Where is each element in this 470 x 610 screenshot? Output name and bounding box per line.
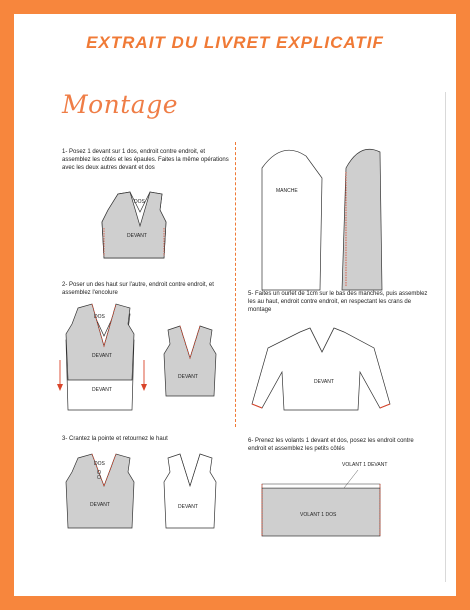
- label-devant-6: DEVANT: [178, 504, 198, 510]
- label-devant-4: DEVANT: [178, 374, 198, 380]
- label-manche: MANCHE: [276, 188, 298, 194]
- section-title: Montage: [62, 90, 178, 119]
- step-5-text: 5- Faites un ourlet de 1cm sur le bas des manches, puis assemblez les au haut, endroit contre endroit, en respectant les crans de montage: [248, 291, 428, 313]
- label-dos-3: DOS: [94, 461, 105, 467]
- label-devant-7: DEVANT: [314, 379, 334, 385]
- step-1-illustration: [102, 192, 166, 258]
- step-6-text: 6- Prenez les volants 1 devant et dos, posez les endroit contre endroit et assemblez les petits côtés: [248, 438, 414, 452]
- label-devant-5: DEVANT: [90, 502, 110, 508]
- sleeve-illustration: [262, 149, 382, 290]
- label-devant-2: DEVANT: [92, 353, 112, 359]
- label-dos: DOS: [134, 199, 145, 205]
- page-title: EXTRAIT DU LIVRET EXPLICATIF: [86, 33, 384, 52]
- label-volant-devant: VOLANT 1 DEVANT: [342, 462, 388, 468]
- step-2-text: 2- Poser un des haut sur l'autre, endroit contre endroit, et assemblez l'encolure: [62, 282, 214, 296]
- label-dos-2: DOS: [94, 314, 105, 320]
- label-volant-dos: VOLANT 1 DOS: [300, 512, 337, 518]
- step-5-illustration: [252, 328, 390, 410]
- step-1-text: 1- Posez 1 devant sur 1 dos, endroit contre endroit, et assemblez les côtés et les épaules. Faites la même opérations avec les deux autres devant et dos: [62, 149, 229, 171]
- step-6-illustration: [262, 462, 387, 536]
- step-3-text: 3- Crantez la pointe et retournez le haut: [62, 436, 168, 442]
- step-2-illustration: [57, 304, 216, 410]
- label-devant-3: DEVANT: [92, 387, 112, 393]
- label-devant: DEVANT: [127, 233, 147, 239]
- step-3-illustration: [66, 454, 216, 528]
